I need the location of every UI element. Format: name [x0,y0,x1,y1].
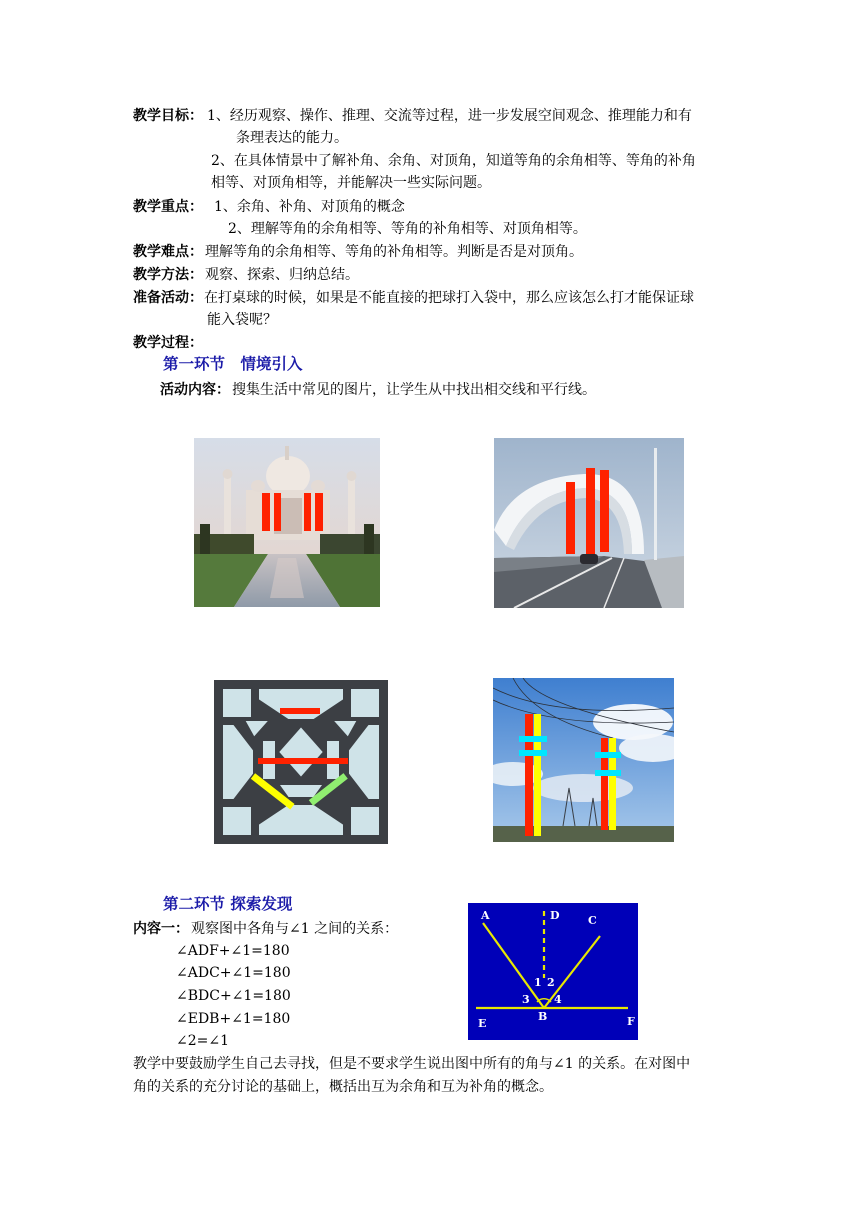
label-angle-1: 1 [534,976,542,989]
label-angle-2: 2 [547,976,555,989]
difficulties-text: 理解等角的余角相等、等角的补角相等。判断是否是对顶角。 [205,244,583,260]
ray-BA [483,923,544,1008]
angle-diagram [468,903,638,1040]
label-B: B [538,1010,548,1023]
bridge-illustration [494,438,684,608]
section2-title: 第二环节 探索发现 [163,895,293,913]
key-points-label: 教学重点： [133,199,203,215]
bridge-image [494,438,684,608]
methods-text: 观察、探索、归纳总结。 [205,267,359,283]
label-C: C [588,914,597,927]
equation-2: ∠ADC+∠1=180 [176,965,291,981]
equation-1: ∠ADF+∠1=180 [176,943,290,959]
objectives-item1-line2: 条理表达的能力。 [236,130,348,146]
power-towers-illustration [493,678,674,842]
equation-4: ∠EDB+∠1=180 [176,1011,291,1027]
content1-text: 观察图中各角与∠1 之间的关系： [191,921,399,937]
label-A: A [481,909,490,922]
difficulties-label: 教学难点： [133,244,203,260]
objectives-item2-line1: 2、在具体情景中了解补角、余角、对顶角，知道等角的余角相等、等角的补角 [211,153,696,169]
preparation-line2: 能入袋呢？ [207,312,277,328]
label-F: F [627,1015,635,1028]
preparation-label: 准备活动： [133,290,203,306]
paragraph-line1: 教学中要鼓励学生自己去寻找，但是不要求学生说出图中所有的角与∠1 的关系。在对图中 [133,1056,691,1072]
activity-label: 活动内容： [160,382,230,398]
key-points-item1: 1、余角、补角、对顶角的概念 [214,199,405,215]
label-angle-4: 4 [554,993,562,1006]
objectives-item1-line1: 1、经历观察、操作、推理、交流等过程，进一步发展空间观念、推理能力和有 [207,108,692,124]
ray-BC [544,936,600,1008]
activity-text: 搜集生活中常见的图片，让学生从中找出相交线和平行线。 [232,382,596,398]
taj-mahal-image [194,438,380,607]
process-label: 教学过程： [133,335,203,351]
paragraph-line2: 角的关系的充分讨论的基础上，概括出互为余角和互为补角的概念。 [133,1079,553,1095]
section1-title: 第一环节 情境引入 [163,355,303,373]
label-D: D [550,909,560,922]
window-lattice-illustration [214,680,388,844]
taj-mahal-illustration [194,438,380,607]
label-angle-3: 3 [522,993,530,1006]
angle-diagram-svg [468,903,638,1040]
methods-label: 教学方法： [133,267,203,283]
equation-5: ∠2=∠1 [176,1033,230,1049]
key-points-item2: 2、理解等角的余角相等、等角的补角相等、对顶角相等。 [228,221,587,237]
objectives-label: 教学目标： [133,108,203,124]
content1-label: 内容一： [133,921,189,937]
window-lattice-image [214,680,388,844]
label-E: E [478,1017,487,1030]
preparation-line1: 在打桌球的时候，如果是不能直接的把球打入袋中，那么应该怎么打才能保证球 [204,290,694,306]
power-towers-image [493,678,674,842]
objectives-item2-line2: 相等、对顶角相等，并能解决一些实际问题。 [211,175,491,191]
equation-3: ∠BDC+∠1=180 [176,988,291,1004]
